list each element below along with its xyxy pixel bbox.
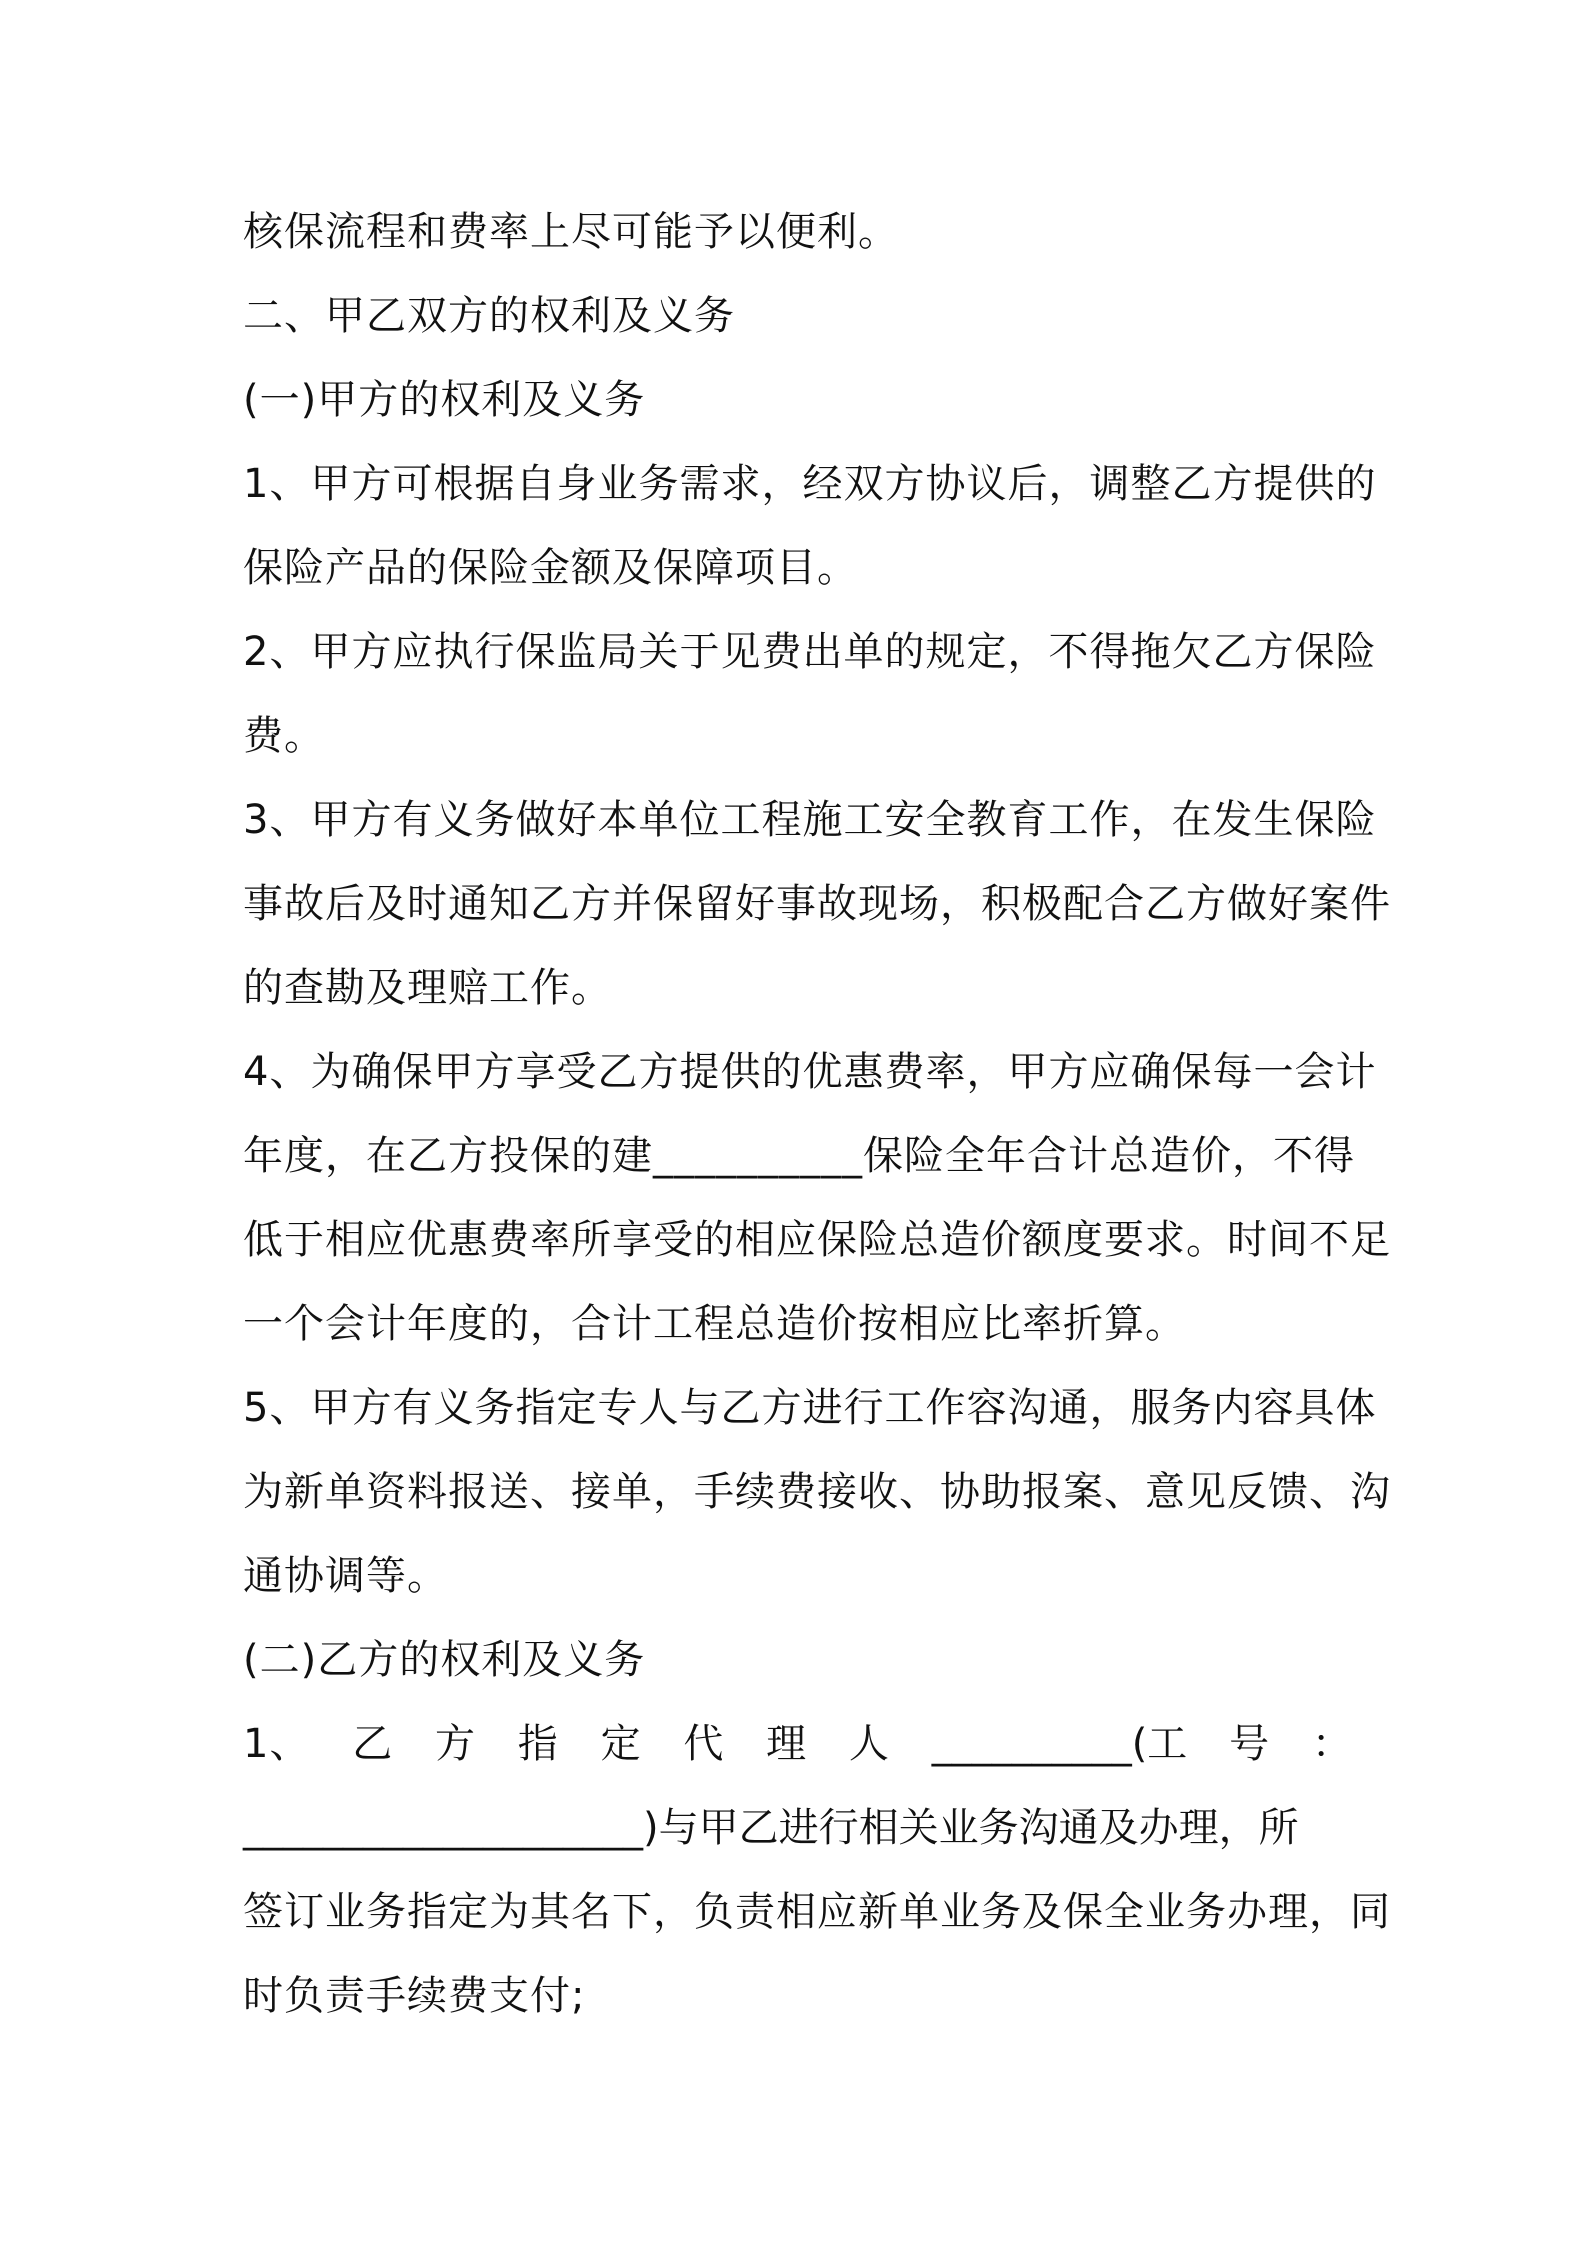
paragraph-line: 事故后及时通知乙方并保留好事故现场，积极配合乙方做好案件 [243, 881, 1391, 927]
paragraph-line: 的查勘及理赔工作。 [243, 965, 612, 1011]
spaced-word: 定 [600, 1721, 642, 1767]
spaced-word: 代 [683, 1721, 725, 1767]
spaced-word: 理 [766, 1721, 808, 1767]
spaced-word: 指 [517, 1721, 559, 1767]
paragraph-line: 一个会计年度的，合计工程总造价按相应比率折算。 [243, 1301, 1186, 1347]
paragraph-line: 签订业务指定为其名下，负责相应新单业务及保全业务办理，同 [243, 1889, 1391, 1935]
paragraph-line: 费。 [243, 713, 325, 759]
document-body [243, 190, 1391, 2038]
spaced-word: 方 [435, 1721, 477, 1767]
paragraph-line: 1、甲方可根据自身业务需求，经双方协议后，调整乙方提供的 [243, 461, 1377, 507]
spaced-word: 号 [1229, 1721, 1271, 1767]
paragraph-line: 核保流程和费率上尽可能予以便利。 [243, 209, 899, 255]
spaced-word: 1、 [243, 1721, 311, 1767]
paragraph-line: 2、甲方应执行保监局关于见费出单的规定，不得拖欠乙方保险 [243, 629, 1377, 675]
spaced-word: 人 [848, 1721, 890, 1767]
paragraph-line: ____________________)与甲乙进行相关业务沟通及办理，所 [243, 1805, 1299, 1851]
paragraph-line: 低于相应优惠费率所享受的相应保险总造价额度要求。时间不足 [243, 1217, 1391, 1263]
spaced-word: 乙 [352, 1721, 394, 1767]
paragraph-line: 3、甲方有义务做好本单位工程施工安全教育工作，在发生保险 [243, 797, 1377, 843]
paragraph-line: 通协调等。 [243, 1553, 448, 1599]
spaced-paragraph-line [243, 1702, 1353, 1786]
subsection-heading: (一)甲方的权利及义务 [243, 377, 646, 423]
section-heading: 二、甲乙双方的权利及义务 [243, 293, 735, 339]
paragraph-line: 5、甲方有义务指定专人与乙方进行工作容沟通，服务内容具体 [243, 1385, 1377, 1431]
spaced-word: ： [1311, 1721, 1353, 1767]
paragraph-line: 为新单资料报送、接单，手续费接收、协助报案、意见反馈、沟 [243, 1469, 1391, 1515]
paragraph-line: 4、为确保甲方享受乙方提供的优惠费率，甲方应确保每一会计 [243, 1049, 1377, 1095]
subsection-heading: (二)乙方的权利及义务 [243, 1637, 646, 1683]
paragraph-line: 保险产品的保险金额及保障项目。 [243, 545, 858, 591]
spaced-word: __________(工 [931, 1721, 1188, 1767]
paragraph-line: 年度，在乙方投保的建__________保险全年合计总造价，不得 [243, 1133, 1355, 1179]
paragraph-line: 时负责手续费支付; [243, 1973, 586, 2019]
